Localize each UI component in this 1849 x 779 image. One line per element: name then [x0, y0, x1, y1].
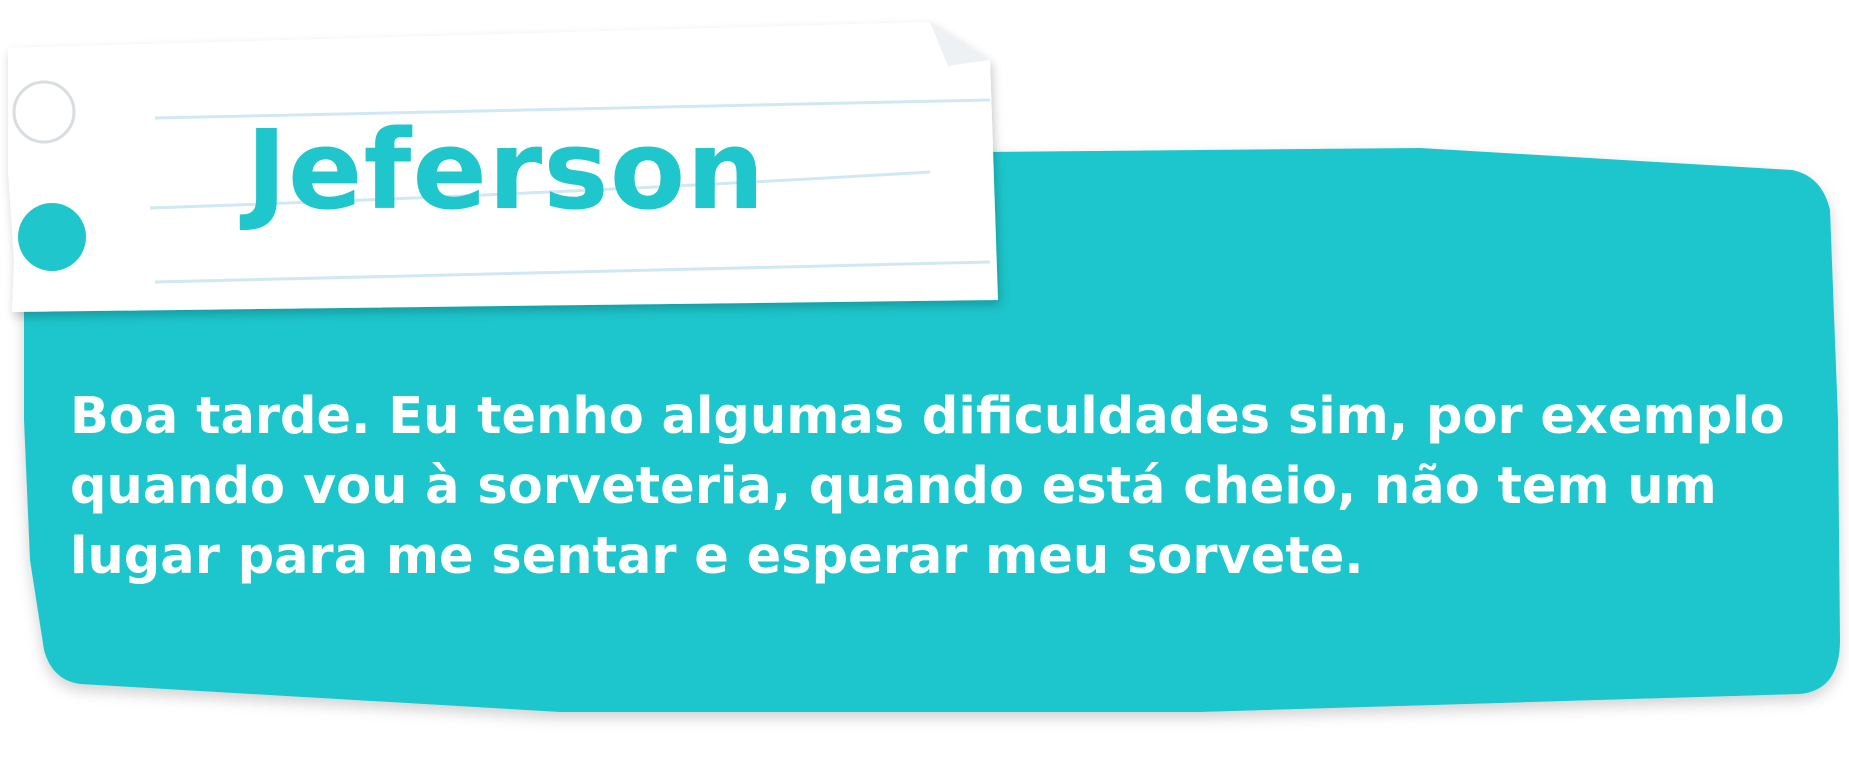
binder-hole-top: [14, 82, 74, 142]
message-line: Boa tarde. Eu tenho algumas dificuldades sim, por exemplo: [70, 387, 1785, 446]
person-name: Jeferson: [246, 106, 766, 234]
binder-hole-bottom: [18, 203, 86, 271]
message-line: quando vou à sorveteria, quando está cheio, não tem um: [70, 457, 1717, 516]
testimony-text: [70, 382, 1785, 592]
message-line: lugar para me sentar e esperar meu sorvete.: [70, 527, 1364, 586]
